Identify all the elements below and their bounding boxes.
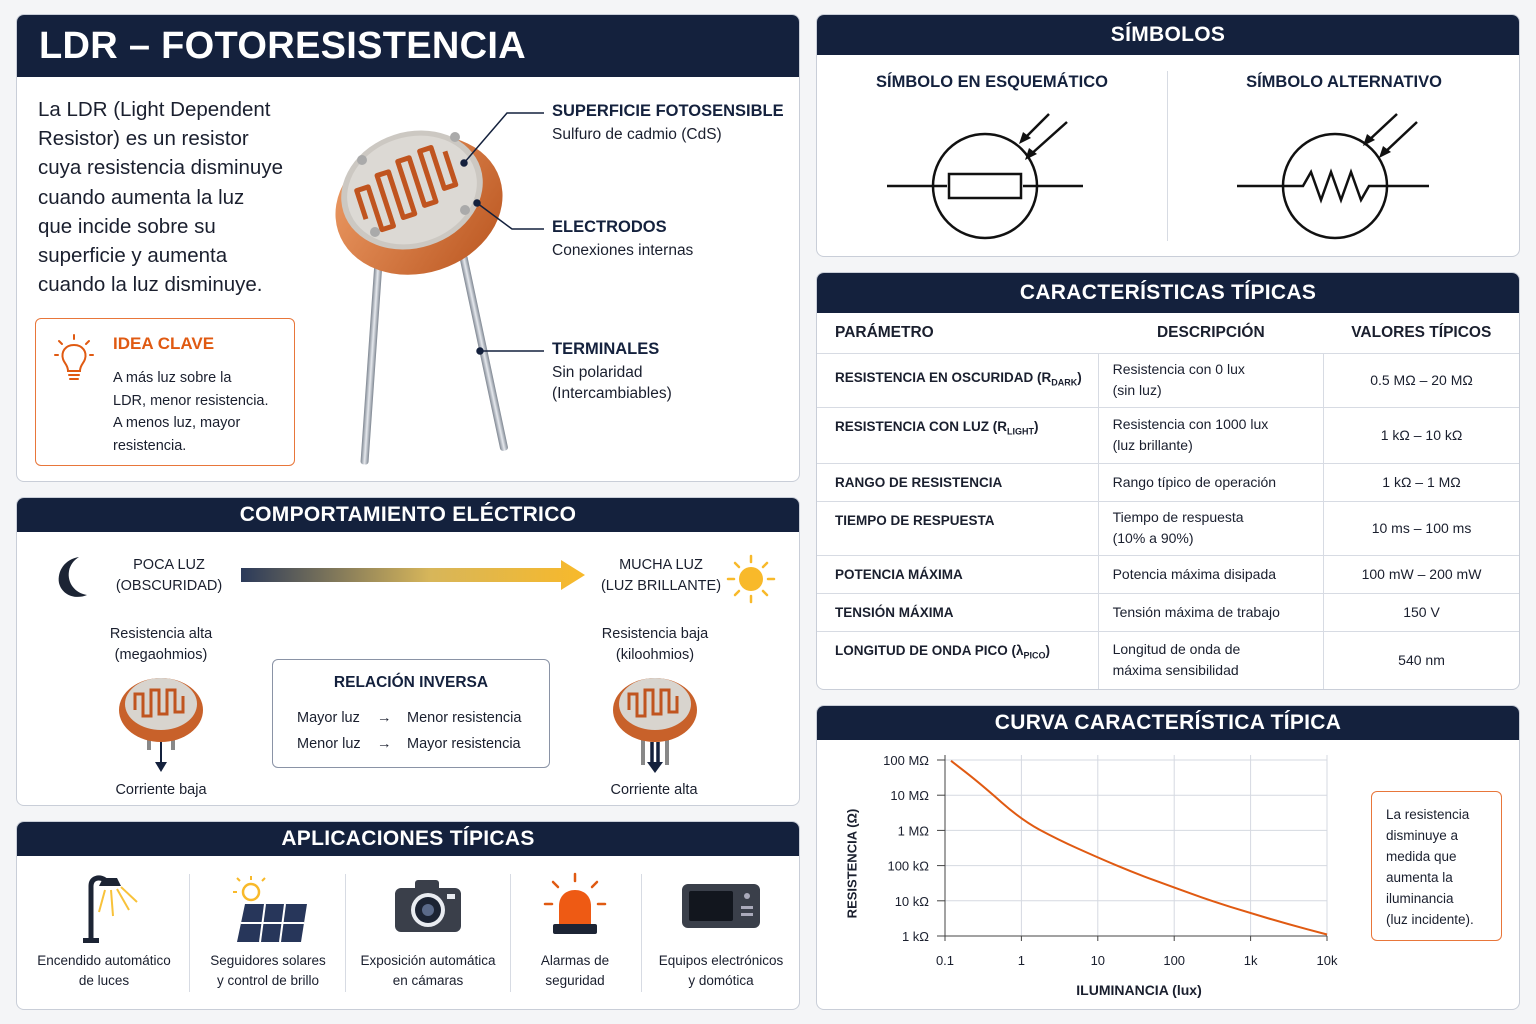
inverse-row: Menor luz → Mayor resistencia: [297, 736, 521, 752]
y-tick-label: 10 MΩ: [890, 788, 929, 804]
param-cell: RESISTENCIA CON LUZ $(R_{LIGHT})$: [817, 407, 1098, 463]
callout-title: TERMINALES: [552, 340, 660, 358]
high-light-label: MUCHA LUZ (LUZ BRILLANTE): [600, 557, 722, 594]
value-cell: 100 mW – 200 mW: [1324, 555, 1519, 593]
x-tick-label: 1: [1017, 953, 1026, 968]
app-divider: [189, 874, 190, 992]
idea-line: A más luz sobre la: [113, 370, 232, 386]
value-cell: 540 nm: [1324, 631, 1519, 689]
param-cell: LONGITUD DE ONDA PICO $(\lambda_{PICO})$: [817, 631, 1098, 689]
behavior-header: COMPORTAMIENTO ELÉCTRICO: [17, 498, 799, 532]
chart-annotation: La resistencia disminuye a medida que aumenta la iluminancia (luz incidente).: [1371, 791, 1502, 941]
alarm-light-icon: [543, 872, 607, 938]
x-tick-label: 100: [1163, 953, 1186, 968]
desc-cell: Resistencia con 0 lux (sin luz): [1098, 353, 1323, 407]
street-lamp-icon: [75, 872, 141, 944]
intro-line: Resistor) es un resistor: [38, 127, 249, 151]
intro-line: cuando la luz disminuye.: [38, 273, 263, 297]
intro-line: cuando aumenta la luz: [38, 185, 245, 209]
moon-icon: [49, 553, 97, 601]
value-cell: 0.5 MΩ – 20 MΩ: [1324, 353, 1519, 407]
light-gradient-arrow: [239, 558, 589, 592]
table-row: [817, 593, 1519, 631]
applications-panel: [16, 821, 800, 1010]
solar-panel-icon: [227, 872, 311, 944]
desc-cell: Tiempo de respuesta (10% a 90%): [1098, 501, 1323, 555]
table-row: [817, 555, 1519, 593]
value-cell: 1 kΩ – 1 MΩ: [1324, 463, 1519, 501]
alt-symbol-label: SÍMBOLO ALTERNATIVO: [1246, 73, 1442, 91]
series-line: [951, 761, 1327, 935]
x-tick-label: 1k: [1243, 953, 1258, 968]
symbols-header: SÍMBOLOS: [817, 15, 1519, 55]
callout-title: SUPERFICIE FOTOSENSIBLE: [552, 102, 784, 120]
intro-line: superficie y aumenta: [38, 244, 228, 268]
column-header: PARÁMETRO: [835, 324, 934, 342]
idea-line: resistencia.: [113, 437, 187, 454]
table-header-row: [817, 313, 1519, 353]
table-row: [817, 407, 1519, 463]
low-resistance-label: Resistencia baja (kiloohmios): [601, 626, 709, 663]
value-cell: 150 V: [1324, 593, 1519, 631]
table-header-bar: CARACTERÍSTICAS TÍPICAS: [817, 273, 1519, 313]
symbols-panel: [816, 14, 1520, 257]
table-row: [817, 463, 1519, 501]
characteristics-table: [817, 313, 1519, 689]
y-tick-label: 10 kΩ: [894, 893, 929, 909]
callout-electrodes: [552, 218, 693, 260]
camera-icon: [393, 878, 463, 934]
param-cell: RANGO DE RESISTENCIA: [817, 463, 1098, 501]
value-cell: 10 ms – 100 ms: [1324, 501, 1519, 555]
ldr-bright-icon: [611, 670, 701, 775]
callout-text: (Intercambiables): [552, 385, 672, 402]
intro-line: La LDR (Light Dependent: [38, 98, 271, 121]
table-row: [817, 631, 1519, 689]
desc-cell: Longitud de onda de máxima sensibilidad: [1098, 631, 1323, 689]
intro-line: cuya resistencia disminuye: [38, 156, 283, 180]
ldr-overview-panel: [16, 14, 800, 482]
applications-header: APLICACIONES TÍPICAS: [17, 822, 799, 856]
x-tick-label: 10k: [1316, 953, 1338, 968]
app-electronics: Equipos electrónicos y domótica: [658, 953, 784, 988]
desc-cell: Tensión máxima de trabajo: [1098, 593, 1323, 631]
high-resistance-label: Resistencia alta (megaohmios): [109, 626, 213, 663]
app-security-alarms: Alarmas de seguridad: [540, 953, 610, 988]
characteristics-panel: [816, 272, 1520, 690]
y-axis-label: RESISTENCIA (Ω): [844, 808, 860, 919]
current-low-label: Corriente baja: [115, 782, 207, 798]
param-cell: TENSIÓN MÁXIMA: [817, 593, 1098, 631]
schematic-symbol-label: SÍMBOLO EN ESQUEMÁTICO: [876, 73, 1108, 91]
x-axis-label: ILUMINANCIA (lux): [1076, 982, 1202, 998]
callout-terminals: [552, 340, 672, 403]
ldr-dark-icon: [117, 670, 207, 775]
callout-surface: [552, 102, 784, 144]
behavior-panel: [16, 497, 800, 806]
intro-line: que incide sobre su: [38, 214, 216, 238]
y-tick-label: 100 MΩ: [883, 753, 929, 768]
callout-text: Sulfuro de cadmio (CdS): [552, 126, 722, 143]
curve-panel: [816, 705, 1520, 1010]
param-cell: RESISTENCIA EN OSCURIDAD $(R_{DARK})$: [817, 353, 1098, 407]
device-icon: [681, 882, 761, 930]
desc-cell: Rango típico de operación: [1098, 463, 1323, 501]
app-street-lights: Encendido automático de luces: [37, 953, 171, 988]
idea-line: LDR, menor resistencia.: [113, 392, 269, 409]
symbols-divider: [1167, 71, 1168, 241]
x-tick-label: 0.1: [935, 953, 955, 968]
app-camera-exposure: Exposición automática en cámaras: [360, 953, 496, 988]
table-row: [817, 353, 1519, 407]
y-tick-label: 1 kΩ: [901, 929, 929, 944]
callout-text: Sin polaridad: [552, 364, 643, 381]
current-high-label: Corriente alta: [610, 782, 698, 798]
column-header: VALORES TÍPICOS: [1351, 324, 1492, 342]
desc-cell: Potencia máxima disipada: [1098, 555, 1323, 593]
value-cell: 1 kΩ – 10 kΩ: [1324, 407, 1519, 463]
param-cell: POTENCIA MÁXIMA: [817, 555, 1098, 593]
sun-icon: [725, 553, 777, 605]
idea-line: A menos luz, mayor: [113, 415, 241, 431]
y-tick-label: 100 kΩ: [887, 858, 929, 874]
app-divider: [345, 874, 346, 992]
inverse-relation-box: [272, 659, 550, 768]
app-solar-trackers: Seguidores solares y control de brillo: [210, 953, 326, 988]
desc-cell: Resistencia con 1000 lux (luz brillante): [1098, 407, 1323, 463]
table-row: [817, 501, 1519, 555]
callout-title: ELECTRODOS: [552, 218, 667, 236]
column-header: DESCRIPCIÓN: [1156, 324, 1265, 342]
schematic-ldr-symbol: [877, 110, 1117, 250]
idea-title: IDEA CLAVE: [113, 334, 215, 353]
callout-text: Conexiones internas: [552, 242, 694, 259]
alt-ldr-symbol: [1227, 110, 1467, 250]
param-cell: TIEMPO DE RESPUESTA: [817, 501, 1098, 555]
x-tick-label: 10: [1090, 953, 1106, 968]
inverse-row: Mayor luz → Menor resistencia: [297, 710, 522, 726]
inverse-title: RELACIÓN INVERSA: [333, 674, 489, 691]
low-light-label: POCA LUZ (OBSCURIDAD): [115, 557, 223, 594]
y-tick-label: 1 MΩ: [897, 823, 929, 839]
page-title: LDR – FOTORESISTENCIA: [39, 24, 526, 67]
chart-title: CURVA CARACTERÍSTICA TÍPICA: [817, 706, 1519, 740]
